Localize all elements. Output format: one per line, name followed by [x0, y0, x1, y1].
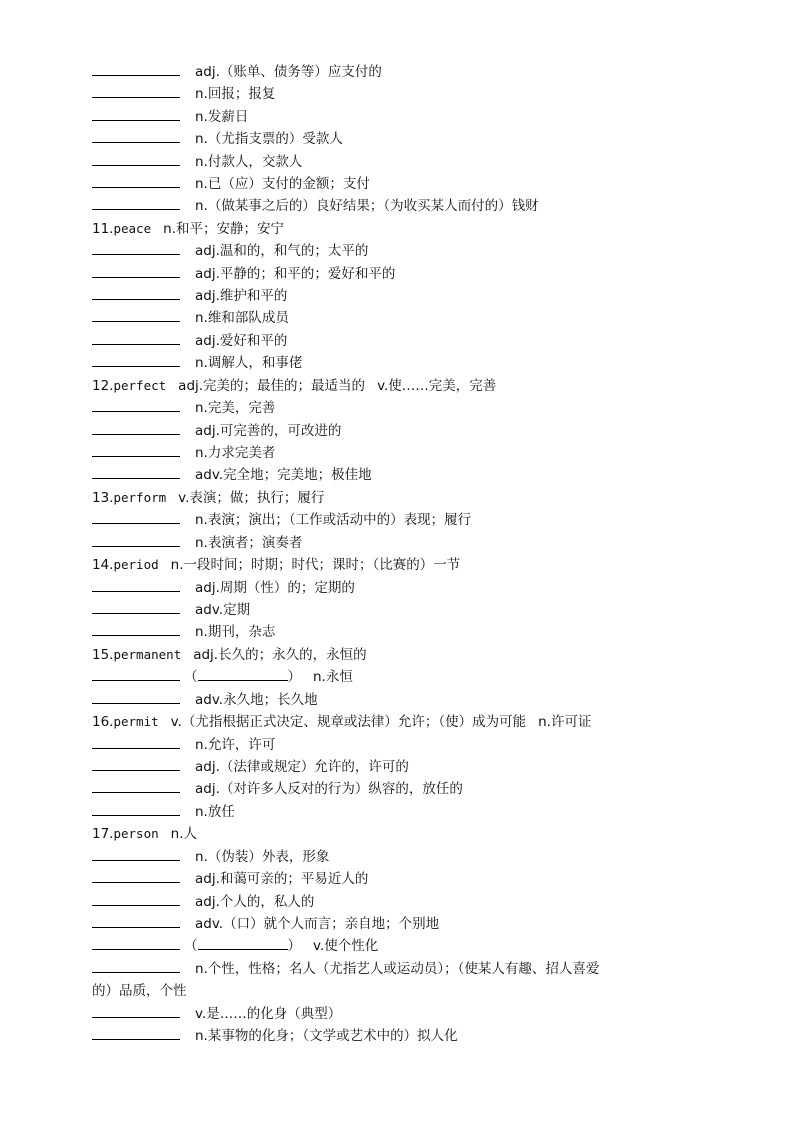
- answer-blank[interactable]: [92, 509, 180, 524]
- answer-blank[interactable]: [92, 599, 180, 614]
- blank-row: [92, 778, 732, 800]
- blank-row: [92, 577, 732, 599]
- blank-row: [92, 868, 732, 890]
- answer-blank[interactable]: [92, 307, 180, 322]
- head-word: person: [113, 826, 159, 841]
- blank-row: [92, 1025, 732, 1047]
- answer-blank[interactable]: [92, 846, 180, 861]
- head-word: permanent: [113, 647, 182, 662]
- entry-number: 17.: [92, 826, 114, 842]
- entry-header-person: [92, 823, 732, 845]
- entry-header-period: [92, 554, 732, 576]
- definition: n.力求完美者: [195, 445, 276, 461]
- head-definition-2: v.使……完美，完善: [377, 378, 497, 394]
- definition: adj.个人的，私人的: [195, 894, 315, 910]
- definition: adv.（口）就个人而言；亲自地；个别地: [195, 916, 440, 932]
- blank-row: [92, 756, 732, 778]
- answer-blank[interactable]: [92, 958, 180, 973]
- definition: adj.温和的，和气的；太平的: [195, 243, 369, 259]
- definition: adj.（对许多人反对的行为）纵容的，放任的: [195, 781, 463, 797]
- answer-blank[interactable]: [92, 285, 180, 300]
- definition: adj.（账单、债务等）应支付的: [195, 64, 382, 80]
- blank-row: [92, 240, 732, 262]
- answer-blank[interactable]: [92, 464, 180, 479]
- blank-row: [92, 464, 732, 486]
- paren-answer-blank[interactable]: [198, 935, 288, 950]
- answer-blank[interactable]: [92, 151, 180, 166]
- blank-row: [92, 263, 732, 285]
- blank-row: [92, 599, 732, 621]
- blank-row: [92, 913, 732, 935]
- answer-blank[interactable]: [92, 734, 180, 749]
- answer-blank[interactable]: [92, 868, 180, 883]
- answer-blank[interactable]: [92, 666, 180, 681]
- head-word: peace: [113, 221, 152, 236]
- answer-blank[interactable]: [92, 173, 180, 188]
- answer-blank[interactable]: [92, 891, 180, 906]
- close-paren: ）: [287, 669, 301, 685]
- blank-row: [92, 83, 732, 105]
- answer-blank[interactable]: [92, 442, 180, 457]
- head-word: perform: [113, 490, 167, 505]
- definition: adj.（法律或规定）允许的，许可的: [195, 759, 409, 775]
- definition: adv.永久地；长久地: [195, 692, 318, 708]
- definition: n.放任: [195, 804, 235, 820]
- entry-header-permit: [92, 711, 712, 733]
- definition: adv.完全地；完美地；极佳地: [195, 467, 372, 483]
- definition: adj.可完善的，可改进的: [195, 423, 342, 439]
- blank-row: [92, 532, 732, 554]
- blank-row: [92, 1003, 732, 1025]
- blank-row: [92, 330, 732, 352]
- blank-row: [92, 128, 732, 150]
- wrapped-definition: [92, 980, 732, 1002]
- answer-blank[interactable]: [92, 106, 180, 121]
- definition: n.表演；演出；（工作或活动中的）表现；履行: [195, 512, 472, 528]
- answer-blank[interactable]: [92, 532, 180, 547]
- definition: n.发薪日: [195, 109, 249, 125]
- head-word: period: [113, 557, 159, 572]
- definition: n.某事物的化身；（文学或艺术中的）拟人化: [195, 1028, 458, 1044]
- blank-row: [92, 173, 732, 195]
- definition: n.回报；报复: [195, 86, 276, 102]
- blank-row: [92, 420, 732, 442]
- blank-row: [92, 509, 732, 531]
- answer-blank[interactable]: [92, 83, 180, 98]
- definition: n.（伪装）外表，形象: [195, 849, 330, 865]
- definition: adj.爱好和平的: [195, 333, 288, 349]
- answer-blank[interactable]: [92, 352, 180, 367]
- close-paren: ）: [287, 938, 301, 954]
- answer-blank[interactable]: [92, 801, 180, 816]
- definition: adv.定期: [195, 602, 251, 618]
- blank-row: [92, 352, 732, 374]
- answer-blank[interactable]: [92, 935, 180, 950]
- entry-header-peace: [92, 218, 732, 240]
- blank-row: [92, 195, 732, 217]
- definition: n.已（应）支付的金额；支付: [195, 176, 370, 192]
- definition-continued: 的）品质，个性: [92, 983, 187, 999]
- answer-blank[interactable]: [92, 621, 180, 636]
- answer-blank[interactable]: [92, 577, 180, 592]
- answer-blank[interactable]: [92, 689, 180, 704]
- answer-blank[interactable]: [92, 240, 180, 255]
- blank-row: [92, 734, 732, 756]
- definition: n.（尤指支票的）受款人: [195, 131, 343, 147]
- definition: n.维和部队成员: [195, 310, 289, 326]
- head-definition: v.表演；做；执行；履行: [178, 490, 325, 506]
- answer-blank[interactable]: [92, 913, 180, 928]
- entry-number: 14.: [92, 557, 114, 573]
- definition: adj.周期（性）的；定期的: [195, 580, 355, 596]
- blank-row: [92, 61, 732, 83]
- definition: n.付款人，交款人: [195, 154, 303, 170]
- answer-blank[interactable]: [92, 61, 180, 76]
- answer-blank[interactable]: [92, 420, 180, 435]
- entry-number: 13.: [92, 490, 114, 506]
- open-paren: （: [184, 669, 198, 685]
- head-definition: n.一段时间；时期；时代；课时；（比赛的）一节: [170, 557, 461, 573]
- entry-number: 15.: [92, 647, 114, 663]
- blank-row: [92, 801, 732, 823]
- definition: n.永恒: [313, 669, 353, 685]
- paren-answer-blank[interactable]: [198, 666, 288, 681]
- blank-row: [92, 285, 732, 307]
- definition: n.完美，完善: [195, 400, 276, 416]
- blank-row: [92, 106, 732, 128]
- entry-number: 16.: [92, 714, 114, 730]
- head-word: permit: [113, 714, 159, 729]
- definition: n.期刊，杂志: [195, 624, 276, 640]
- entry-header-perfect: [92, 375, 732, 397]
- definition: adj.和蔼可亲的；平易近人的: [195, 871, 369, 887]
- definition: v.是……的化身（典型）: [195, 1006, 342, 1022]
- answer-blank[interactable]: [92, 263, 180, 278]
- definition: n.允许，许可: [195, 737, 276, 753]
- definition: n.调解人，和事佬: [195, 355, 303, 371]
- answer-blank[interactable]: [92, 195, 180, 210]
- answer-blank[interactable]: [92, 1025, 180, 1040]
- paren-blank-row: [92, 935, 732, 957]
- answer-blank[interactable]: [92, 756, 180, 771]
- paren-blank-row: [92, 666, 732, 688]
- open-paren: （: [184, 938, 198, 954]
- entry-number: 11.: [92, 221, 114, 237]
- blank-row: [92, 621, 732, 643]
- entry-number: 12.: [92, 378, 114, 394]
- head-definition: adj.完美的；最佳的；最适当的: [178, 378, 366, 394]
- answer-blank[interactable]: [92, 1003, 180, 1018]
- head-definition: n.人: [170, 826, 197, 842]
- definition: n.（做某事之后的）良好结果；（为收买某人而付的）钱财: [195, 198, 539, 214]
- blank-row: [92, 891, 732, 913]
- entry-header-permanent: [92, 644, 732, 666]
- head-word: perfect: [113, 378, 167, 393]
- answer-blank[interactable]: [92, 128, 180, 143]
- answer-blank[interactable]: [92, 778, 180, 793]
- definition: adj.维护和平的: [195, 288, 288, 304]
- blank-row: [92, 307, 732, 329]
- head-definition: n.和平；安静；安宁: [163, 221, 284, 237]
- entry-header-perform: [92, 487, 732, 509]
- definition: n.个性，性格；名人（尤指艺人或运动员）；（使某人有趣、招人喜爱: [195, 961, 600, 977]
- answer-blank[interactable]: [92, 397, 180, 412]
- head-definition: v.（尤指根据正式决定、规章或法律）允许；（使）成为可能: [170, 714, 527, 730]
- head-definition: adj.长久的；永久的，永恒的: [193, 647, 367, 663]
- blank-row: [92, 689, 732, 711]
- definition: adj.平静的；和平的；爱好和平的: [195, 266, 396, 282]
- head-definition-2: n.许可证: [538, 714, 592, 730]
- definition: n.表演者；演奏者: [195, 535, 303, 551]
- answer-blank[interactable]: [92, 330, 180, 345]
- blank-row: [92, 442, 732, 464]
- blank-row: [92, 958, 732, 980]
- blank-row: [92, 397, 732, 419]
- definition: v.使个性化: [313, 938, 379, 954]
- blank-row: [92, 846, 732, 868]
- blank-row: [92, 151, 732, 173]
